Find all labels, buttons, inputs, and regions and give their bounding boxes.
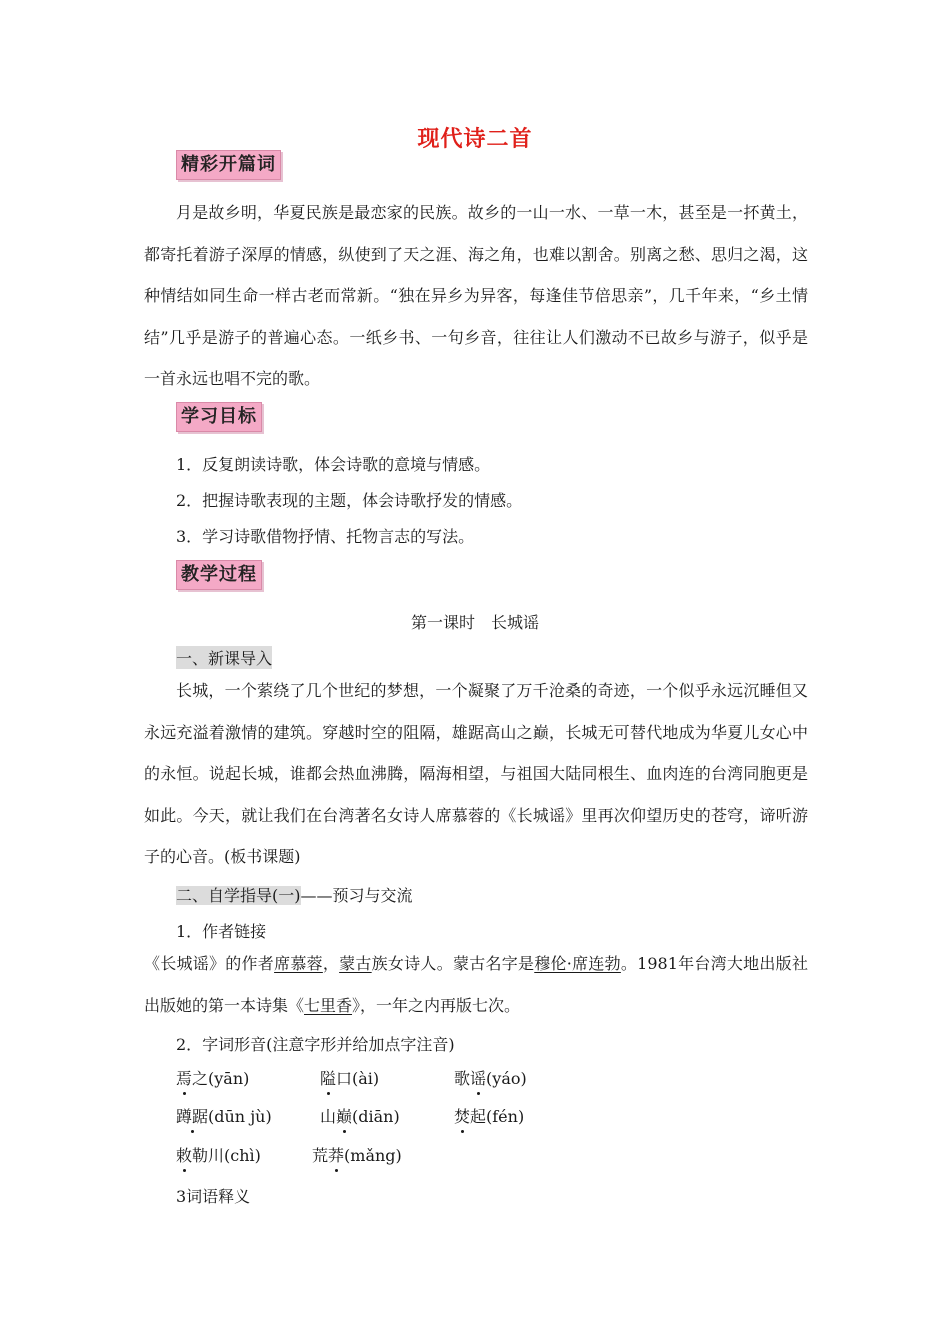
section-badge-opening: 精彩开篇词 (176, 150, 281, 180)
section-badge-goals: 学习目标 (176, 402, 262, 432)
step2-heading-sub: ——预习与交流 (300, 886, 413, 905)
vocab-item (176, 1143, 261, 1166)
step2-heading-main: 二、自学指导(一) (176, 886, 301, 905)
author-text: ， (322, 954, 340, 973)
author-name: 席慕蓉 (274, 954, 323, 973)
vocab-item (320, 1066, 379, 1089)
intro-paragraph: 月是故乡明，华夏民族是最恋家的民族。故乡的一山一水、一草一木，甚至是一抔黄土，都寄托着游子深厚的情感，纵使到了天之涯、海之角，也难以割舍。别离之愁、思归之渴，这种情结如同生命一样古老而常新。“独在异乡为异客，每逢佳节倍思亲”，几千年来，“乡土情结”几乎是游子的普遍心态。一纸乡书、一句乡音，往往让人们激动不已故乡与游子，似乎是一首永远也唱不完的歌。 (144, 203, 808, 388)
vocab-item (176, 1066, 249, 1089)
vocab-section-label: 2．字词形音(注意字形并给加点字注音) (176, 1035, 455, 1054)
vocab-pre: 山 (320, 1107, 337, 1126)
vocab-item (320, 1104, 400, 1127)
page-title: 现代诗二首 (417, 126, 533, 152)
vocab-rest: 口(ài) (336, 1069, 380, 1088)
vocab-rest: (diān) (352, 1107, 400, 1126)
author-paragraph (144, 943, 808, 1026)
author-link-label: 1．作者链接 (176, 922, 267, 941)
goal-item-3: 3．学习诗歌借物抒情、托物言志的写法。 (176, 527, 475, 546)
step1-paragraph: 长城，一个萦绕了几个世纪的梦想，一个凝聚了万千沧桑的奇迹，一个似乎永远沉睡但又永远充溢着激情的建筑。穿越时空的阻隔，雄踞高山之巅，长城无可替代地成为华夏儿女心中的永恒。说起长城，谁都会热血沸腾，隔海相望，与祖国大陆同根生、血肉连的台湾同胞更是如此。今天，就让我们在台湾著名女诗人席慕蓉的《长城谣》里再次仰望历史的苍穹，谛听游子的心音。(板书课题) (144, 681, 808, 866)
vocab-rest: 起(fén) (470, 1107, 525, 1126)
book-title: 七里香 (304, 995, 353, 1015)
step2-heading (176, 883, 413, 906)
author-text: 。1981年台湾大地出版社出版她的第一本诗集《 (144, 954, 808, 1015)
dotted-char: 巅 (336, 1107, 353, 1126)
vocab-rest: (mǎng) (344, 1146, 402, 1165)
vocab-item (454, 1066, 527, 1089)
section-badge-process: 教学过程 (176, 560, 262, 590)
dotted-char: 敕 (176, 1146, 193, 1165)
vocab-rest: 之(yān) (192, 1069, 250, 1088)
author-text: 族女诗人。蒙古名字是 (371, 954, 535, 973)
vocab-rest: 勒川(chì) (192, 1146, 261, 1165)
vocab-item (454, 1104, 524, 1127)
dotted-char: 谣 (470, 1069, 487, 1088)
vocab-rest: (yáo) (486, 1069, 527, 1088)
vocab-item (176, 1104, 272, 1127)
vocab-rest: (dūn jù) (208, 1107, 272, 1126)
word-meaning-label: 3词语释义 (176, 1187, 251, 1206)
lesson-title: 第一课时 长城谣 (410, 613, 539, 632)
dotted-char: 蹲踞 (176, 1107, 209, 1126)
author-mongol-name: 穆伦·席连勃 (534, 954, 621, 973)
dotted-char: 莽 (328, 1146, 345, 1165)
goal-item-2: 2．把握诗歌表现的主题，体会诗歌抒发的情感。 (176, 491, 523, 510)
dotted-char: 隘 (320, 1069, 337, 1088)
vocab-pre: 荒 (312, 1146, 329, 1165)
author-text: 》，一年之内再版七次。 (352, 995, 521, 1015)
author-text: 《长城谣》的作者 (144, 954, 275, 973)
dotted-char: 焉 (176, 1069, 193, 1088)
dotted-char: 焚 (454, 1107, 471, 1126)
goal-item-1: 1．反复朗读诗歌，体会诗歌的意境与情感。 (176, 455, 491, 474)
vocab-item (312, 1143, 402, 1166)
author-ethnic: 蒙古 (339, 954, 372, 973)
vocab-pre: 歌 (454, 1069, 471, 1088)
step1-heading: 一、新课导入 (176, 646, 272, 669)
